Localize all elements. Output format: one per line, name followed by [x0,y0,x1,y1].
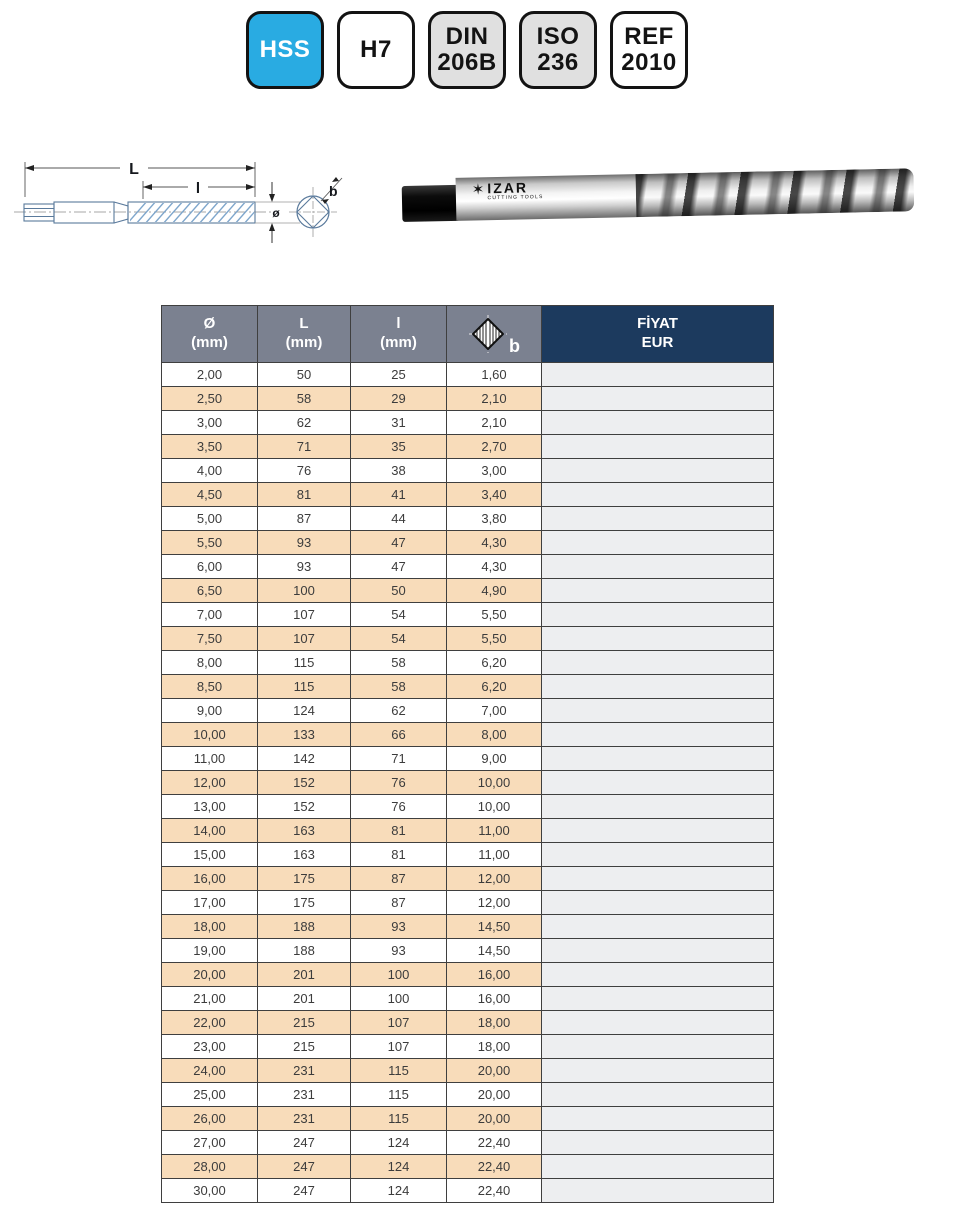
cell-length-L: 215 [258,1035,351,1059]
standards-badge-row [246,11,688,89]
cell-square-b: 20,00 [447,1059,542,1083]
cell-length-L: 100 [258,579,351,603]
table-row [162,915,774,939]
table-row [162,507,774,531]
header-length-L [258,306,351,363]
cell-length-l: 47 [351,531,447,555]
cell-length-L: 115 [258,675,351,699]
cell-diameter: 28,00 [162,1155,258,1179]
square-section-icon [468,314,508,354]
cell-length-l: 124 [351,1155,447,1179]
cell-price [542,723,774,747]
arrow-right-icon [246,165,255,171]
table-row [162,459,774,483]
reamer-product-photo [402,167,915,224]
cell-length-L: 201 [258,987,351,1011]
cell-square-b: 11,00 [447,819,542,843]
cell-length-L: 175 [258,867,351,891]
table-row [162,1083,774,1107]
cell-square-b: 2,10 [447,387,542,411]
cell-diameter: 27,00 [162,1131,258,1155]
cell-square-b: 3,80 [447,507,542,531]
cell-diameter: 7,00 [162,603,258,627]
cell-length-l: 124 [351,1179,447,1203]
cell-square-b: 2,70 [447,435,542,459]
cell-square-b: 8,00 [447,723,542,747]
cell-length-L: 133 [258,723,351,747]
cell-length-L: 163 [258,819,351,843]
table-row [162,771,774,795]
table-row [162,1155,774,1179]
table-row [162,939,774,963]
cell-length-l: 124 [351,1131,447,1155]
table-row [162,675,774,699]
badge-ref-line1: REF [624,23,674,51]
cell-square-b: 2,10 [447,411,542,435]
cell-square-b: 4,30 [447,555,542,579]
badge-hss-label: HSS [259,36,311,64]
cell-length-L: 87 [258,507,351,531]
cell-diameter: 30,00 [162,1179,258,1203]
cell-length-l: 25 [351,363,447,387]
cell-price [542,843,774,867]
cell-square-b: 18,00 [447,1011,542,1035]
table-row [162,699,774,723]
table-row [162,747,774,771]
table-row [162,555,774,579]
cell-square-b: 6,20 [447,675,542,699]
table-row [162,723,774,747]
cell-length-L: 93 [258,531,351,555]
photo-shank [456,174,639,221]
cell-square-b: 11,00 [447,843,542,867]
header-b-label: b [509,336,520,356]
cell-length-l: 41 [351,483,447,507]
cell-length-l: 76 [351,795,447,819]
cell-diameter: 19,00 [162,939,258,963]
cell-length-L: 188 [258,915,351,939]
dimension-label-b: b [329,183,338,199]
cell-square-b: 16,00 [447,963,542,987]
cell-price [542,1155,774,1179]
cell-length-l: 50 [351,579,447,603]
cell-diameter: 3,50 [162,435,258,459]
cell-price [542,579,774,603]
dimension-label-L: L [129,161,139,178]
cell-price [542,363,774,387]
cell-square-b: 4,30 [447,531,542,555]
cell-length-l: 71 [351,747,447,771]
table-row [162,1059,774,1083]
cell-length-l: 93 [351,915,447,939]
cell-length-l: 58 [351,675,447,699]
cell-length-l: 38 [351,459,447,483]
cell-diameter: 6,00 [162,555,258,579]
arrow-left-icon [143,184,152,190]
cell-square-b: 22,40 [447,1179,542,1203]
table-row [162,867,774,891]
cell-diameter: 7,50 [162,627,258,651]
cell-square-b: 14,50 [447,939,542,963]
badge-hss [246,11,324,89]
cell-length-L: 71 [258,435,351,459]
cell-price [542,507,774,531]
header-price [542,306,774,363]
header-L-symbol: L [299,315,309,333]
cell-diameter: 13,00 [162,795,258,819]
cell-diameter: 21,00 [162,987,258,1011]
dimension-label-l: l [195,180,201,197]
cell-length-L: 81 [258,483,351,507]
cell-diameter: 18,00 [162,915,258,939]
cell-length-L: 152 [258,795,351,819]
badge-iso-line1: ISO [536,23,580,51]
cell-price [542,987,774,1011]
cell-length-L: 107 [258,627,351,651]
cell-square-b: 20,00 [447,1107,542,1131]
header-square-b [447,306,542,363]
cell-diameter: 24,00 [162,1059,258,1083]
cell-price [542,699,774,723]
cell-length-L: 175 [258,891,351,915]
cell-price [542,459,774,483]
size-table [161,305,774,1203]
cell-price [542,627,774,651]
cell-length-l: 81 [351,819,447,843]
header-price-line2: EUR [641,334,674,351]
cell-price [542,963,774,987]
badge-h7 [337,11,415,89]
table-row [162,363,774,387]
header-diameter-unit: (mm) [191,334,228,351]
cell-length-l: 100 [351,987,447,1011]
cell-length-L: 247 [258,1131,351,1155]
cell-length-L: 247 [258,1155,351,1179]
cell-price [542,867,774,891]
badge-din-206b [428,11,506,89]
specification-table [161,305,774,1203]
cell-length-l: 76 [351,771,447,795]
cell-square-b: 22,40 [447,1155,542,1179]
cell-diameter: 2,50 [162,387,258,411]
table-row [162,1035,774,1059]
cell-diameter: 3,00 [162,411,258,435]
cell-price [542,939,774,963]
header-price-line1: FİYAT [637,315,678,333]
arrow-up-icon [269,223,275,231]
table-header-row [162,306,774,363]
table-row [162,795,774,819]
cell-length-l: 115 [351,1059,447,1083]
table-body [162,363,774,1203]
cell-square-b: 5,50 [447,603,542,627]
cell-price [542,411,774,435]
cell-square-b: 1,60 [447,363,542,387]
cell-length-l: 81 [351,843,447,867]
table-row [162,435,774,459]
arrow-left-icon [25,165,34,171]
badge-h7-label: H7 [360,36,392,64]
cell-length-L: 107 [258,603,351,627]
cell-square-b: 10,00 [447,795,542,819]
cell-length-L: 188 [258,939,351,963]
cell-diameter: 8,50 [162,675,258,699]
cell-length-l: 62 [351,699,447,723]
cell-diameter: 6,50 [162,579,258,603]
cell-length-L: 231 [258,1059,351,1083]
table-row [162,627,774,651]
cell-length-l: 29 [351,387,447,411]
cell-diameter: 12,00 [162,771,258,795]
cell-diameter: 10,00 [162,723,258,747]
izar-star-icon: ✶ [471,181,485,199]
cell-length-l: 115 [351,1083,447,1107]
cell-length-L: 76 [258,459,351,483]
cell-square-b: 3,00 [447,459,542,483]
cell-diameter: 2,00 [162,363,258,387]
cell-price [542,771,774,795]
cell-diameter: 9,00 [162,699,258,723]
cell-square-b: 20,00 [447,1083,542,1107]
cell-square-b: 7,00 [447,699,542,723]
header-L-unit: (mm) [285,334,323,351]
table-row [162,579,774,603]
cell-length-l: 107 [351,1011,447,1035]
cell-square-b: 16,00 [447,987,542,1011]
arrow-right-icon [246,184,255,190]
cell-price [542,747,774,771]
cell-diameter: 8,00 [162,651,258,675]
arrow-down-icon [269,194,275,202]
cell-length-L: 215 [258,1011,351,1035]
cell-square-b: 12,00 [447,867,542,891]
cell-diameter: 26,00 [162,1107,258,1131]
cell-price [542,603,774,627]
table-row [162,1107,774,1131]
cell-diameter: 11,00 [162,747,258,771]
cell-length-l: 93 [351,939,447,963]
header-diameter-symbol: Ø [203,315,216,333]
cell-length-L: 58 [258,387,351,411]
cell-length-l: 35 [351,435,447,459]
cell-length-L: 62 [258,411,351,435]
cell-price [542,1083,774,1107]
table-row [162,1011,774,1035]
photo-square-tang [402,185,461,222]
cell-length-L: 247 [258,1179,351,1203]
flute-hatching [126,200,265,225]
table-row [162,483,774,507]
cell-price [542,555,774,579]
cell-length-l: 100 [351,963,447,987]
cell-square-b: 4,90 [447,579,542,603]
cell-square-b: 6,20 [447,651,542,675]
cell-price [542,1059,774,1083]
cell-diameter: 5,00 [162,507,258,531]
izar-logo [472,181,544,201]
cell-length-L: 231 [258,1083,351,1107]
cell-price [542,387,774,411]
brand-name: IZAR [487,179,529,197]
cell-length-l: 44 [351,507,447,531]
cell-price [542,1107,774,1131]
cell-diameter: 4,50 [162,483,258,507]
table-row [162,411,774,435]
cell-price [542,675,774,699]
cell-length-L: 93 [258,555,351,579]
cell-price [542,483,774,507]
header-length-l [351,306,447,363]
cell-diameter: 15,00 [162,843,258,867]
cell-square-b: 9,00 [447,747,542,771]
table-row [162,891,774,915]
cell-length-L: 201 [258,963,351,987]
cell-price [542,651,774,675]
header-l-unit: (mm) [380,334,417,351]
cell-length-L: 142 [258,747,351,771]
cell-diameter: 4,00 [162,459,258,483]
cell-length-l: 54 [351,603,447,627]
cell-square-b: 10,00 [447,771,542,795]
photo-fluted-body [635,168,914,217]
badge-iso-236 [519,11,597,89]
badge-din-line2: 206B [437,49,497,76]
cell-diameter: 22,00 [162,1011,258,1035]
badge-din-line1: DIN [445,23,489,51]
table-row [162,963,774,987]
cell-length-l: 115 [351,1107,447,1131]
cell-diameter: 17,00 [162,891,258,915]
cell-length-l: 87 [351,867,447,891]
table-row [162,843,774,867]
cell-length-L: 50 [258,363,351,387]
cell-length-l: 54 [351,627,447,651]
cell-price [542,891,774,915]
reamer-dimension-drawing [8,145,368,260]
cell-length-l: 87 [351,891,447,915]
table-row [162,987,774,1011]
cell-square-b: 18,00 [447,1035,542,1059]
cross-section-view [289,177,342,237]
dimension-label-diameter: ø [272,206,280,220]
cell-diameter: 16,00 [162,867,258,891]
cell-price [542,915,774,939]
cell-price [542,795,774,819]
cell-length-l: 31 [351,411,447,435]
table-row [162,531,774,555]
table-row [162,387,774,411]
cell-length-L: 152 [258,771,351,795]
badge-iso-line2: 236 [537,49,579,76]
cell-square-b: 3,40 [447,483,542,507]
cell-length-L: 115 [258,651,351,675]
cell-diameter: 25,00 [162,1083,258,1107]
cell-length-l: 47 [351,555,447,579]
cell-price [542,531,774,555]
table-row [162,603,774,627]
cell-length-L: 124 [258,699,351,723]
cell-length-L: 163 [258,843,351,867]
brand-subtitle: CUTTING TOOLS [487,194,544,202]
tick-arrow-icon [332,177,339,182]
cell-price [542,819,774,843]
cell-square-b: 5,50 [447,627,542,651]
cell-length-l: 107 [351,1035,447,1059]
badge-ref-line2: 2010 [621,49,677,76]
header-diameter [162,306,258,363]
cell-price [542,435,774,459]
table-row [162,1131,774,1155]
cell-square-b: 12,00 [447,891,542,915]
cell-diameter: 20,00 [162,963,258,987]
cell-diameter: 23,00 [162,1035,258,1059]
cell-diameter: 5,50 [162,531,258,555]
cell-square-b: 14,50 [447,915,542,939]
cell-length-l: 58 [351,651,447,675]
cell-price [542,1131,774,1155]
cell-length-L: 231 [258,1107,351,1131]
badge-ref-2010 [610,11,688,89]
dimension-L-lines [25,162,255,197]
header-l-symbol: l [396,315,401,333]
cell-length-l: 66 [351,723,447,747]
cell-price [542,1179,774,1203]
cell-diameter: 14,00 [162,819,258,843]
table-row [162,651,774,675]
cell-square-b: 22,40 [447,1131,542,1155]
cell-price [542,1035,774,1059]
table-row [162,819,774,843]
cell-price [542,1011,774,1035]
table-row [162,1179,774,1203]
